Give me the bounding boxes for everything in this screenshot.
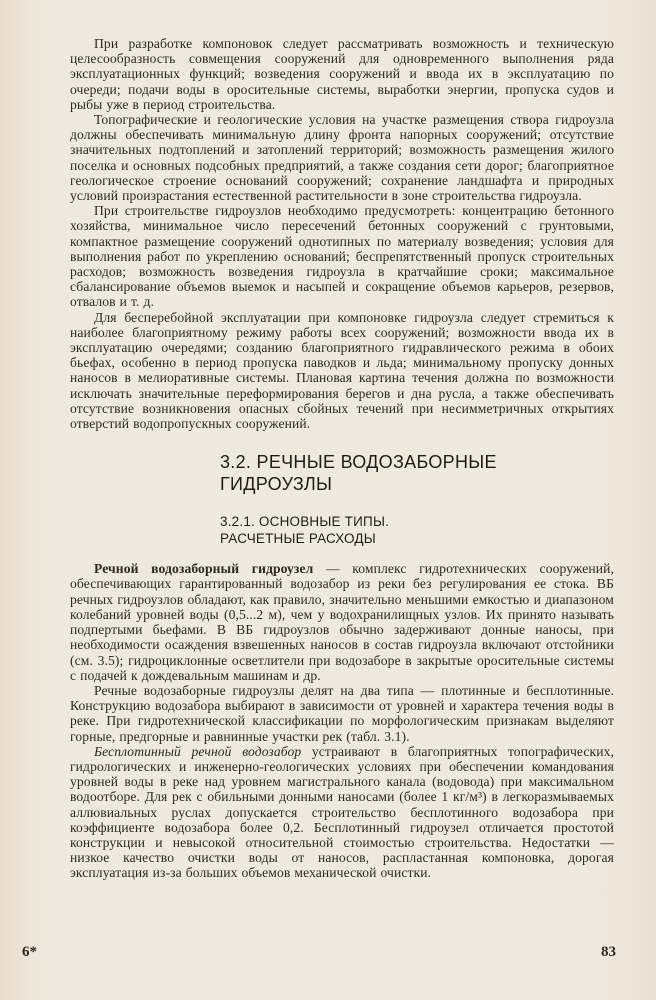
section-heading-line: ГИДРОУЗЛЫ — [220, 474, 333, 495]
paragraph — [70, 561, 614, 683]
section-heading — [220, 451, 614, 495]
italic-term: Бесплотинный речной водозабор — [94, 743, 302, 759]
paragraph: Топографические и геологические условия на участке размещения створа гидроузла должны обеспечивать минимальную длину фронта напорных сооружений; отсутствие значительных подтоплений и затоплений территорий; возможность размещения жилого поселка и основных подсобных предприятий, а также создания сети дорог; благоприятное геологическое строение оснований сооружений; сохранение ландшафта и природных условий произрастания естественной растительности в зоне строительства гидроузла. — [70, 112, 614, 204]
bold-term: Речной водозаборный гидроузел — [94, 561, 314, 577]
section-heading-line: 3.2. РЕЧНЫЕ ВОДОЗАБОРНЫЕ — [220, 452, 497, 473]
paragraph: При строительстве гидроузлов необходимо предусмотреть: концентрацию бетонного хозяйства, минимальное число пересечений бетонных сооружений с грунтовыми, компактное размещение сооружений однотипных по материалу возведения; условия для выполнения работ по укреплению оснований; беспрепятственный пропуск строительных расходов; возможность возведения гидроузла в кратчайшие сроки; максимальное сбалансирование объемов выемок и насыпей и сокращение объемов карьеров, резервов, отвалов и т. д. — [70, 203, 614, 310]
paragraph — [70, 744, 614, 881]
paragraph: Для бесперебойной эксплуатации при компоновке гидроузла следует стремиться к наиболее благоприятному режиму работы всех сооружений; возможности ввода их в эксплуатацию очередями; созданию благоприятного гидравлического режима в обоих бьефах, особенно в период пропуска паводков и льда; минимальному пропуску донных наносов в мелиоративные системы. Плановая картина течения должна по возможности исключать значительные переформирования берегов и дна русла, а также обеспечивать отсутствие возникновения опасных сбойных течений при несимметричных открытиях отверстий водопропускных сооружений. — [70, 309, 614, 432]
paragraph: При разработке компоновок следует рассматривать возможность и техническую целесообразность совмещения сооружений для одновременного выполнения ряда эксплуатационных функций; возведения сооружений и ввода их в эксплуатацию по очереди; подачи воды в оросительные системы, выработки энергии, пропуска судов и рыбы уже в период строительства. — [70, 36, 614, 112]
paragraph-text: — комплекс гидротехнических сооружений, обеспечивающих гарантированный водозабор из реки без регулирования ее стока. ВБ речных гидроузлов обладают, как правило, значительно меньшими емкостью и диапазоном колебаний уровней воды (0,5...2 м), чем у водохранилищных узлов. Их принято называть подпертыми бьефами. В ВБ гидроузлов обычно задерживают донные наносы, при необходимости осаждения взвешенных наносов в состав гидроузла включают отстойники (см. 3.5); гидроциклонные осветлители при водозаборе в закрытые оросительные системы с подачей к дождевальным машинам и др. — [70, 561, 614, 683]
paragraph-text: устраивают в благоприятных топографических, гидрологических и инженерно-геологических условиях при обеспечении командования уровней воды в реке над уровнем магистрального канала (водовода) при максимальном водоотборе. Для рек с обильными донными наносами (более 1 кг/м³) в легкоразмываемых аллювиальных руслах допускается строительство бесплотинного водозабора при коэффициенте водозабора более 0,2. Бесплотинный гидроузел отличается простотой конструкции и невысокой относительной стоимостью строительства. Недостатки — низкое качество очистки воды от наносов, распластанная компоновка, дорогая эксплуатация из-за больших объемов механической очистки. — [70, 743, 614, 881]
subsection-heading-line: РАСЧЕТНЫЕ РАСХОДЫ — [220, 531, 376, 547]
signature-mark: 6* — [22, 944, 37, 960]
paragraph: Речные водозаборные гидроузлы делят на два типа — плотинные и бесплотинные. Конструкцию водозабора выбирают в зависимости от уровней и характера течения воды в реке. При гидротехнической классификации по морфологическим признакам выделяют горные, предгорные и равнинные участки рек (табл. 3.1). — [70, 682, 614, 744]
page-number: 83 — [601, 944, 616, 960]
subsection-heading — [220, 513, 614, 547]
subsection-heading-line: 3.2.1. ОСНОВНЫЕ ТИПЫ. — [220, 514, 390, 530]
